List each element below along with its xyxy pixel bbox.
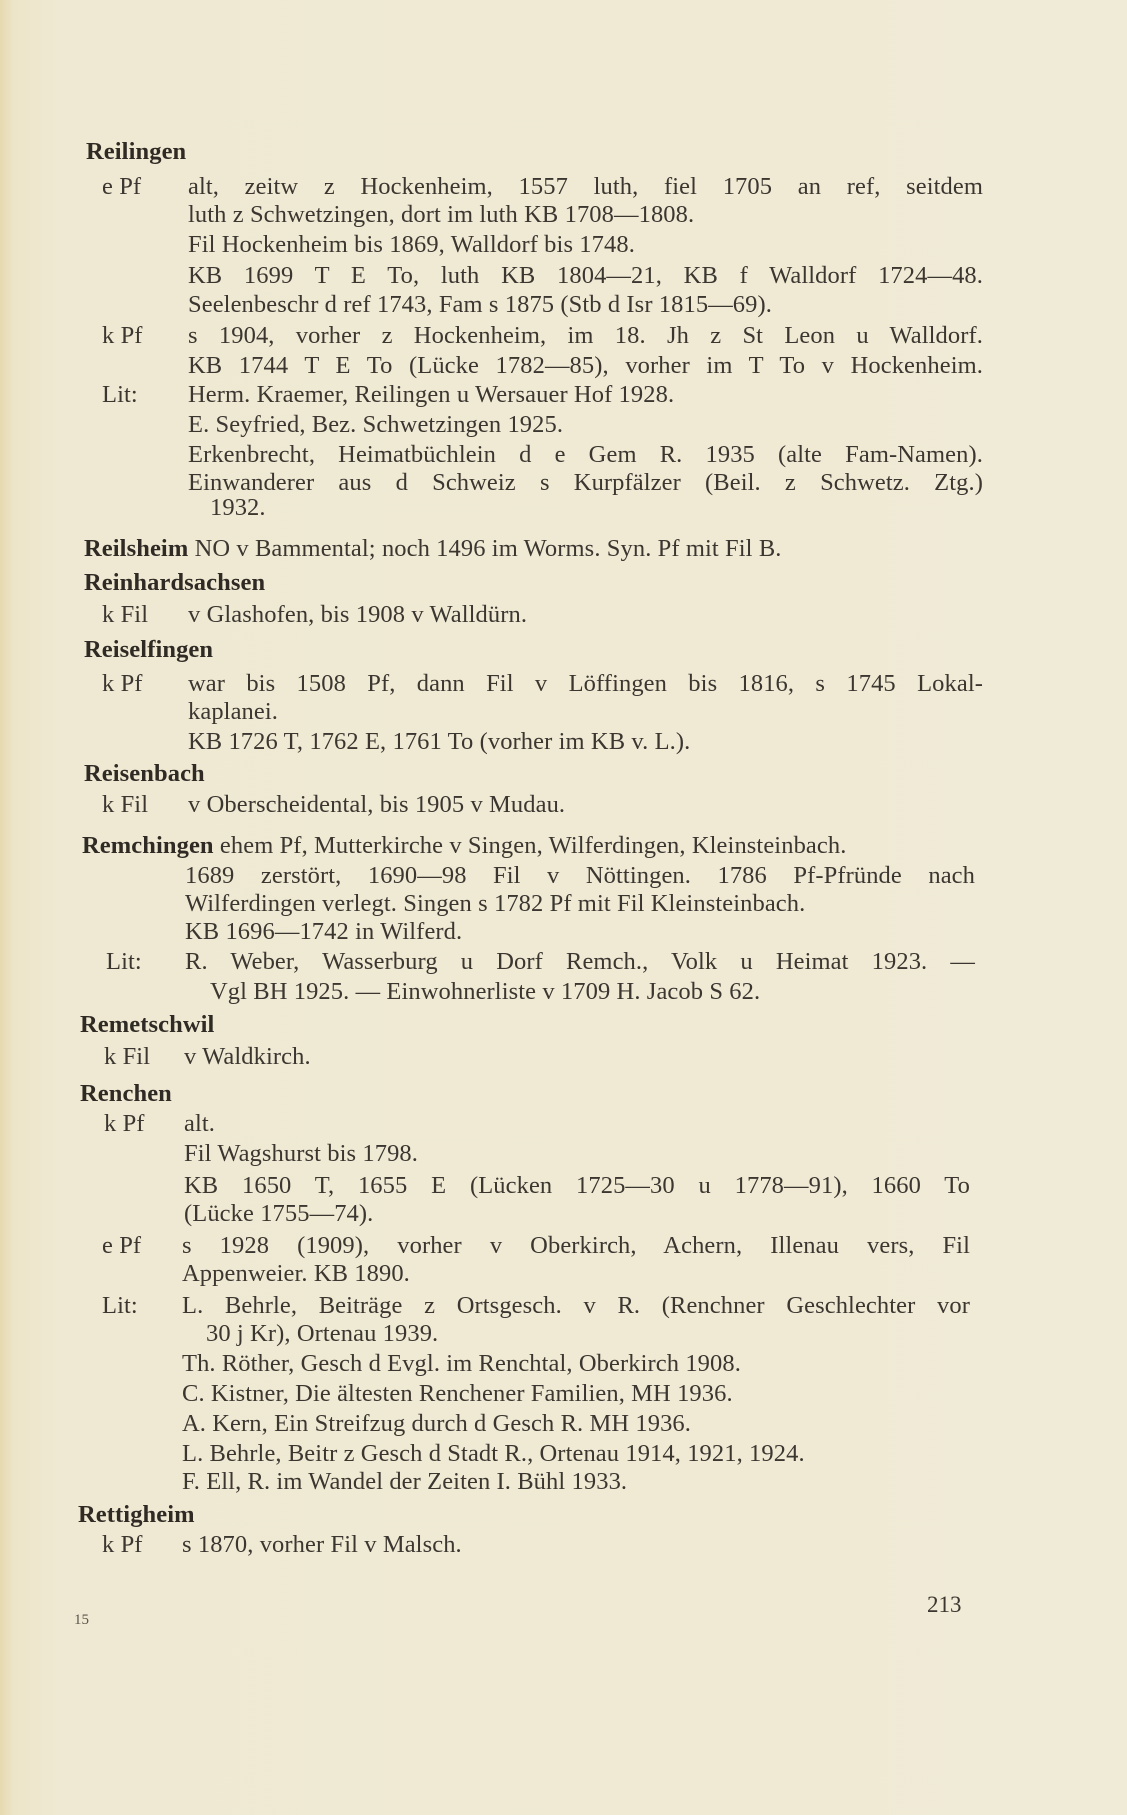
entry-inline-text: ehem Pf, Mutterkirche v Singen, Wilferdingen, Kleinsteinbach. [219, 832, 847, 859]
line-label: k Pf [102, 1531, 143, 1558]
line-label: e Pf [102, 173, 142, 200]
line-text: war bis 1508 Pf, dann Fil v Löffingen bis 1816, s 1745 Lokal- [188, 670, 983, 697]
page-number: 213 [927, 1592, 962, 1617]
line-text: Wilferdingen verlegt. Singen s 1782 Pf mit Fil Kleinsteinbach. [185, 890, 806, 917]
line-text: Erkenbrecht, Heimatbüchlein d e Gem R. 1935 (alte Fam-Namen). [188, 441, 983, 468]
line-text: (Lücke 1755—74). [184, 1200, 374, 1227]
line-text: alt, zeitw z Hockenheim, 1557 luth, fiel 1705 an ref, seitdem [188, 173, 983, 200]
line-label: k Pf [102, 670, 143, 697]
entry-remchingen [82, 832, 982, 860]
entry-heading-rettigheim: Rettigheim [78, 1501, 195, 1528]
line-text: Vgl BH 1925. — Einwohnerliste v 1709 H. Jacob S 62. [210, 978, 761, 1005]
entry-heading-reiselfingen: Reiselfingen [84, 636, 214, 663]
line-label: Lit: [102, 381, 138, 408]
entry-heading-reilsheim: Reilsheim [84, 535, 189, 562]
line-text: KB 1696—1742 in Wilferd. [185, 918, 463, 945]
line-text: s 1928 (1909), vorher v Oberkirch, Achern, Illenau vers, Fil [182, 1232, 970, 1259]
entry-heading-reinhardsachsen: Reinhardsachsen [84, 569, 266, 596]
line-text: Herm. Kraemer, Reilingen u Wersauer Hof 1928. [188, 381, 675, 408]
line-text: Einwanderer aus d Schweiz s Kurpfälzer (Beil. z Schwetz. Ztg.) [188, 469, 983, 496]
signature-mark: 15 [74, 1612, 89, 1628]
entry-heading-reilingen: Reilingen [86, 138, 187, 165]
line-text: C. Kistner, Die ältesten Renchener Familien, MH 1936. [182, 1380, 733, 1407]
line-text: alt. [184, 1110, 216, 1137]
line-text: Seelenbeschr d ref 1743, Fam s 1875 (Stb d Isr 1815—69). [188, 291, 772, 318]
line-label: Lit: [102, 1292, 138, 1319]
line-label: k Fil [102, 601, 149, 628]
line-text: kaplanei. [188, 698, 279, 725]
line-text: v Glashofen, bis 1908 v Walldürn. [188, 601, 528, 628]
line-text: v Oberscheidental, bis 1905 v Mudau. [188, 791, 566, 818]
line-text: KB 1699 T E To, luth KB 1804—21, KB f Walldorf 1724—48. [188, 262, 983, 289]
line-text: R. Weber, Wasserburg u Dorf Remch., Volk u Heimat 1923. — [185, 948, 975, 975]
line-text: luth z Schwetzingen, dort im luth KB 1708—1808. [188, 201, 695, 228]
line-label: k Pf [104, 1110, 145, 1137]
line-text: 1932. [210, 494, 266, 521]
line-text: E. Seyfried, Bez. Schwetzingen 1925. [188, 411, 564, 438]
line-text: Appenweier. KB 1890. [182, 1260, 410, 1287]
line-text: s 1904, vorher z Hockenheim, im 18. Jh z St Leon u Walldorf. [188, 322, 983, 349]
line-text: s 1870, vorher Fil v Malsch. [182, 1531, 462, 1558]
line-text: 1689 zerstört, 1690—98 Fil v Nöttingen. 1786 Pf-Pfründe nach [185, 862, 975, 889]
line-label: k Fil [104, 1043, 151, 1070]
line-text: KB 1650 T, 1655 E (Lücken 1725—30 u 1778—91), 1660 To [184, 1172, 970, 1199]
entry-reilsheim [84, 535, 1084, 563]
line-text: v Waldkirch. [184, 1043, 311, 1070]
line-text: KB 1744 T E To (Lücke 1782—85), vorher im T To v Hockenheim. [188, 352, 983, 379]
line-text: Th. Röther, Gesch d Evgl. im Renchtal, Oberkirch 1908. [182, 1350, 741, 1377]
line-text: Fil Wagshurst bis 1798. [184, 1140, 419, 1167]
line-text: Fil Hockenheim bis 1869, Walldorf bis 1748. [188, 231, 635, 258]
line-text: F. Ell, R. im Wandel der Zeiten I. Bühl 1933. [182, 1468, 628, 1495]
line-label: k Fil [102, 791, 149, 818]
line-label: k Pf [102, 322, 143, 349]
line-label: e Pf [102, 1232, 142, 1259]
entry-heading-reisenbach: Reisenbach [84, 760, 205, 787]
line-text: A. Kern, Ein Streifzug durch d Gesch R. MH 1936. [182, 1410, 691, 1437]
entry-heading-remetschwil: Remetschwil [80, 1011, 215, 1038]
line-text: 30 j Kr), Ortenau 1939. [206, 1320, 439, 1347]
entry-heading-remchingen: Remchingen [82, 832, 214, 859]
line-text: L. Behrle, Beitr z Gesch d Stadt R., Ortenau 1914, 1921, 1924. [182, 1440, 805, 1467]
entry-inline-text: NO v Bammental; noch 1496 im Worms. Syn. Pf mit Fil B. [194, 535, 782, 562]
line-label: Lit: [106, 948, 142, 975]
line-text: KB 1726 T, 1762 E, 1761 To (vorher im KB v. L.). [188, 728, 691, 755]
line-text: L. Behrle, Beiträge z Ortsgesch. v R. (Renchner Geschlechter vor [182, 1292, 970, 1319]
entry-heading-renchen: Renchen [80, 1080, 172, 1107]
